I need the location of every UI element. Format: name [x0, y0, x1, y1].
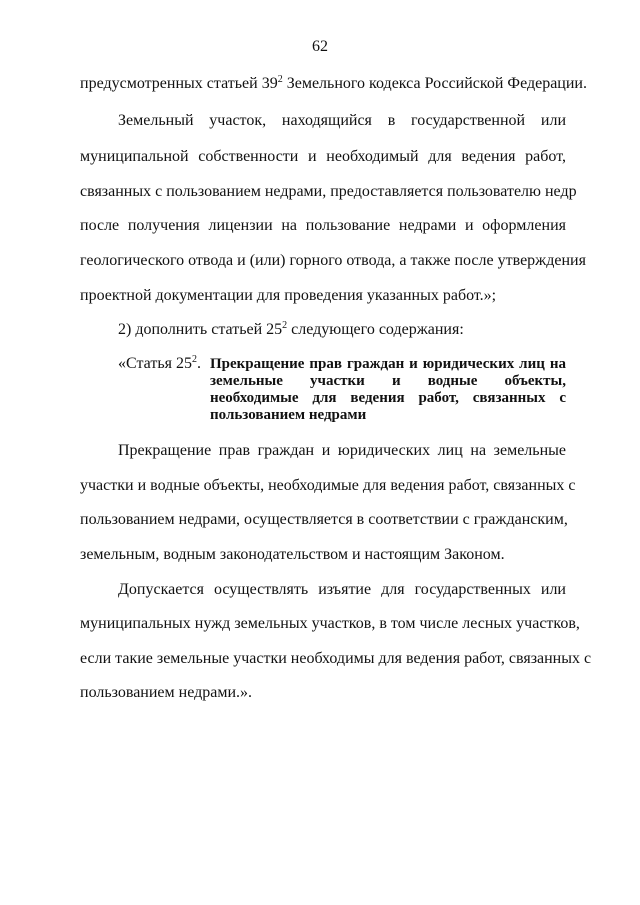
- item2-line: [118, 320, 566, 340]
- article-label: [118, 354, 201, 374]
- para1-line-1: Земельный участок, находящийся в государственной или: [118, 112, 566, 129]
- article-title-line-2: земельные участки и водные объекты,: [210, 373, 566, 389]
- item2-superscript: 2: [282, 320, 288, 331]
- intro-superscript: 2: [277, 74, 283, 85]
- para3-line-1: Допускается осуществлять изъятие для государственных или: [118, 581, 566, 598]
- para3-line-4: пользованием недрами.».: [80, 684, 253, 701]
- para1-line-2: муниципальной собственности и необходимый для ведения работ,: [80, 148, 566, 165]
- article-label-text: «Статья 25: [118, 355, 192, 372]
- para1-line-6: проектной документации для проведения указанных работ.»;: [80, 287, 497, 304]
- para2-line-4: земельным, водным законодательством и настоящим Законом.: [80, 546, 505, 563]
- page-number: 62: [312, 38, 328, 55]
- intro-text-start: предусмотренных статьей 39: [80, 75, 278, 92]
- para1-line-5: геологического отвода и (или) горного отвода, а также после утверждения: [80, 252, 586, 269]
- para2-line-2: участки и водные объекты, необходимые для ведения работ, связанных с: [80, 477, 576, 494]
- article-title-line-3: необходимые для ведения работ, связанных с: [210, 390, 566, 406]
- para3-line-2: муниципальных нужд земельных участков, в том числе лесных участков,: [80, 615, 580, 632]
- article-title-line-1: Прекращение прав граждан и юридических лиц на: [210, 356, 566, 372]
- item2-text-start: 2) дополнить статьей 25: [118, 321, 283, 338]
- item2-text-end: следующего содержания:: [287, 321, 464, 338]
- para1-line-4: после получения лицензии на пользование недрами и оформления: [80, 217, 566, 234]
- article-label-dot: .: [196, 355, 201, 372]
- article-label-superscript: 2: [191, 354, 197, 365]
- intro-text-end: Земельного кодекса Российской Федерации.: [282, 75, 587, 92]
- para3-line-3: если такие земельные участки необходимы для ведения работ, связанных с: [80, 650, 592, 667]
- article-title-line-4: пользованием недрами: [210, 407, 367, 423]
- para2-line-1: Прекращение прав граждан и юридических лиц на земельные: [118, 442, 566, 459]
- intro-line: [80, 74, 587, 94]
- para1-line-3: связанных с пользованием недрами, предоставляется пользователю недр: [80, 183, 577, 200]
- para2-line-3: пользованием недрами, осуществляется в соответствии с гражданским,: [80, 511, 568, 528]
